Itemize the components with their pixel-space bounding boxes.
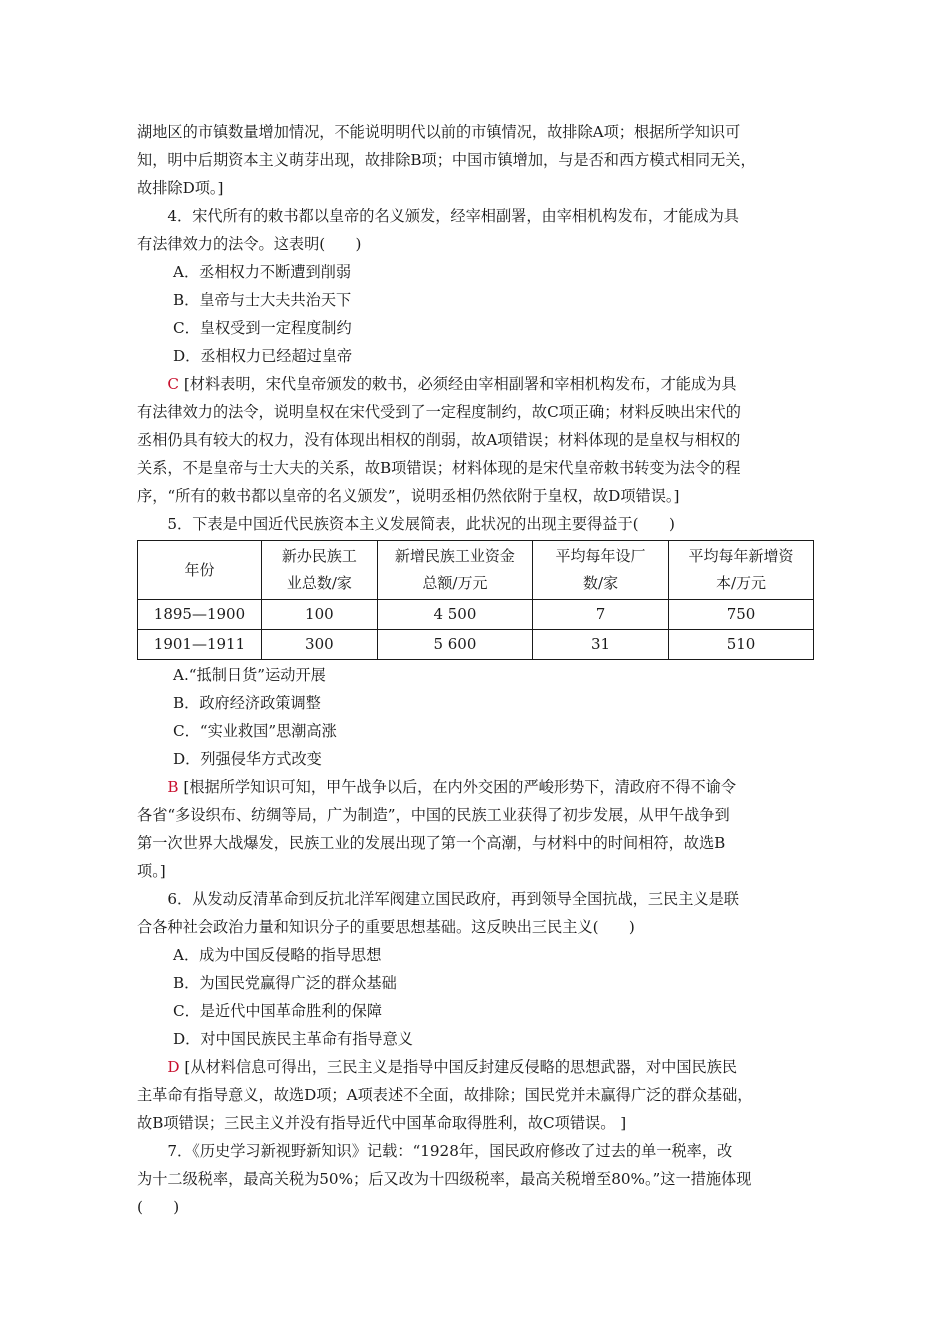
table-cell: 100 [261, 600, 377, 630]
question-stem: 合各种社会政治力量和知识分子的重要思想基础。这反映出三民主义( ) [137, 918, 635, 936]
table-header: 新增民族工业资金 总额/万元 [377, 541, 532, 600]
question-stem: 7．《历史学习新视野新知识》记载：“1928年，国民政府修改了过去的单一税率，改 [167, 1142, 733, 1160]
option-a: A．丞相权力不断遭到削弱 [173, 263, 352, 281]
analysis-line: 各省“多设织布、纺绸等局，广为制造”，中国的民族工业获得了初步发展，从甲午战争到 [137, 806, 730, 824]
table-header: 年份 [138, 541, 262, 600]
analysis-line: 序，“所有的敕书都以皇帝的名义颁发”，说明丞相仍然依附于皇权，故D项错误。] [137, 487, 680, 505]
table-cell: 4 500 [377, 600, 532, 630]
table-cell: 1901—1911 [138, 630, 262, 660]
option-d: D．对中国民族民主革命有指导意义 [173, 1030, 413, 1048]
question-stem: 4．宋代所有的敕书都以皇帝的名义颁发，经宰相副署，由宰相机构发布，才能成为具 [167, 207, 739, 225]
table-row [138, 600, 814, 630]
intro-line: 湖地区的市镇数量增加情况，不能说明明代以前的市镇情况，故排除A项；根据所学知识可 [137, 123, 741, 141]
analysis-line: 丞相仍具有较大的权力，没有体现出相权的削弱，故A项错误；材料体现的是皇权与相权的 [137, 431, 741, 449]
answer-analysis [137, 773, 814, 801]
option-a: A.“抵制日货”运动开展 [173, 666, 326, 684]
option-d: D．列强侵华方式改变 [173, 750, 322, 768]
analysis-line: 关系，不是皇帝与士大夫的关系，故B项错误；材料体现的是宋代皇帝敕书转变为法令的程 [137, 459, 741, 477]
question-stem: ( ) [137, 1198, 180, 1216]
analysis-line: 第一次世界大战爆发，民族工业的发展出现了第一个高潮，与材料中的时间相符，故选B [137, 834, 726, 852]
option-c: C．“实业救国”思潮高涨 [173, 722, 337, 740]
option-c: C．是近代中国革命胜利的保障 [173, 1002, 383, 1020]
analysis-line: [材料表明，宋代皇帝颁发的敕书，必须经由宰相副署和宰相机构发布，才能成为具 [183, 375, 737, 393]
table-header-row [138, 541, 814, 600]
option-b: B．为国民党赢得广泛的群众基础 [173, 974, 397, 992]
option-c: C．皇权受到一定程度制约 [173, 319, 352, 337]
question-stem: 有法律效力的法令。这表明( ) [137, 235, 362, 253]
intro-line: 故排除D项。] [137, 179, 224, 197]
analysis-line: [从材料信息可得出，三民主义是指导中国反封建反侵略的思想武器，对中国民族民 [184, 1058, 738, 1076]
question-7 [137, 1137, 814, 1221]
answer-analysis [137, 370, 814, 398]
option-d: D．丞相权力已经超过皇帝 [173, 347, 353, 365]
table-header: 平均每年设厂 数/家 [533, 541, 669, 600]
option-b: B．政府经济政策调整 [173, 694, 321, 712]
analysis-line: [根据所学知识可知，甲午战争以后，在内外交困的严峻形势下，清政府不得不谕令 [183, 778, 737, 796]
question-stem: 6．从发动反清革命到反抗北洋军阀建立国民政府，再到领导全国抗战，三民主义是联 [167, 890, 739, 908]
document-page [137, 118, 814, 1221]
analysis-line: 故B项错误；三民主义并没有指导近代中国革命取得胜利，故C项错误。 ] [137, 1114, 627, 1132]
table-cell: 31 [533, 630, 669, 660]
option-b: B．皇帝与士大夫共治天下 [173, 291, 352, 309]
table-cell: 5 600 [377, 630, 532, 660]
table-header: 新办民族工 业总数/家 [261, 541, 377, 600]
intro-line: 知，明中后期资本主义萌芽出现，故排除B项；中国市镇增加，与是否和西方模式相同无关， [137, 151, 756, 169]
option-a: A．成为中国反侵略的指导思想 [173, 946, 382, 964]
analysis-line: 主革命有指导意义，故选D项；A项表述不全面，故排除；国民党并未赢得广泛的群众基础， [137, 1086, 753, 1104]
question-6 [137, 885, 814, 1137]
question-4 [137, 202, 814, 510]
table-cell: 750 [669, 600, 814, 630]
table-cell: 300 [261, 630, 377, 660]
table-header: 平均每年新增资 本/万元 [669, 541, 814, 600]
analysis-line: 项。] [137, 862, 166, 880]
answer-letter: C [167, 375, 180, 393]
data-table [137, 540, 814, 660]
answer-analysis [137, 1053, 814, 1081]
analysis-line: 有法律效力的法令，说明皇权在宋代受到了一定程度制约，故C项正确；材料反映出宋代的 [137, 403, 741, 421]
question-5 [137, 510, 814, 885]
answer-letter: B [167, 778, 179, 796]
answer-letter: D [167, 1058, 180, 1076]
question-stem: 5．下表是中国近代民族资本主义发展简表，此状况的出现主要得益于( ) [167, 515, 675, 533]
table-cell: 1895—1900 [138, 600, 262, 630]
question-stem: 为十二级税率，最高关税为50%；后又改为十四级税率，最高关税增至80%。”这一措施体现 [137, 1170, 752, 1188]
table-cell: 7 [533, 600, 669, 630]
table-cell: 510 [669, 630, 814, 660]
table-row [138, 630, 814, 660]
